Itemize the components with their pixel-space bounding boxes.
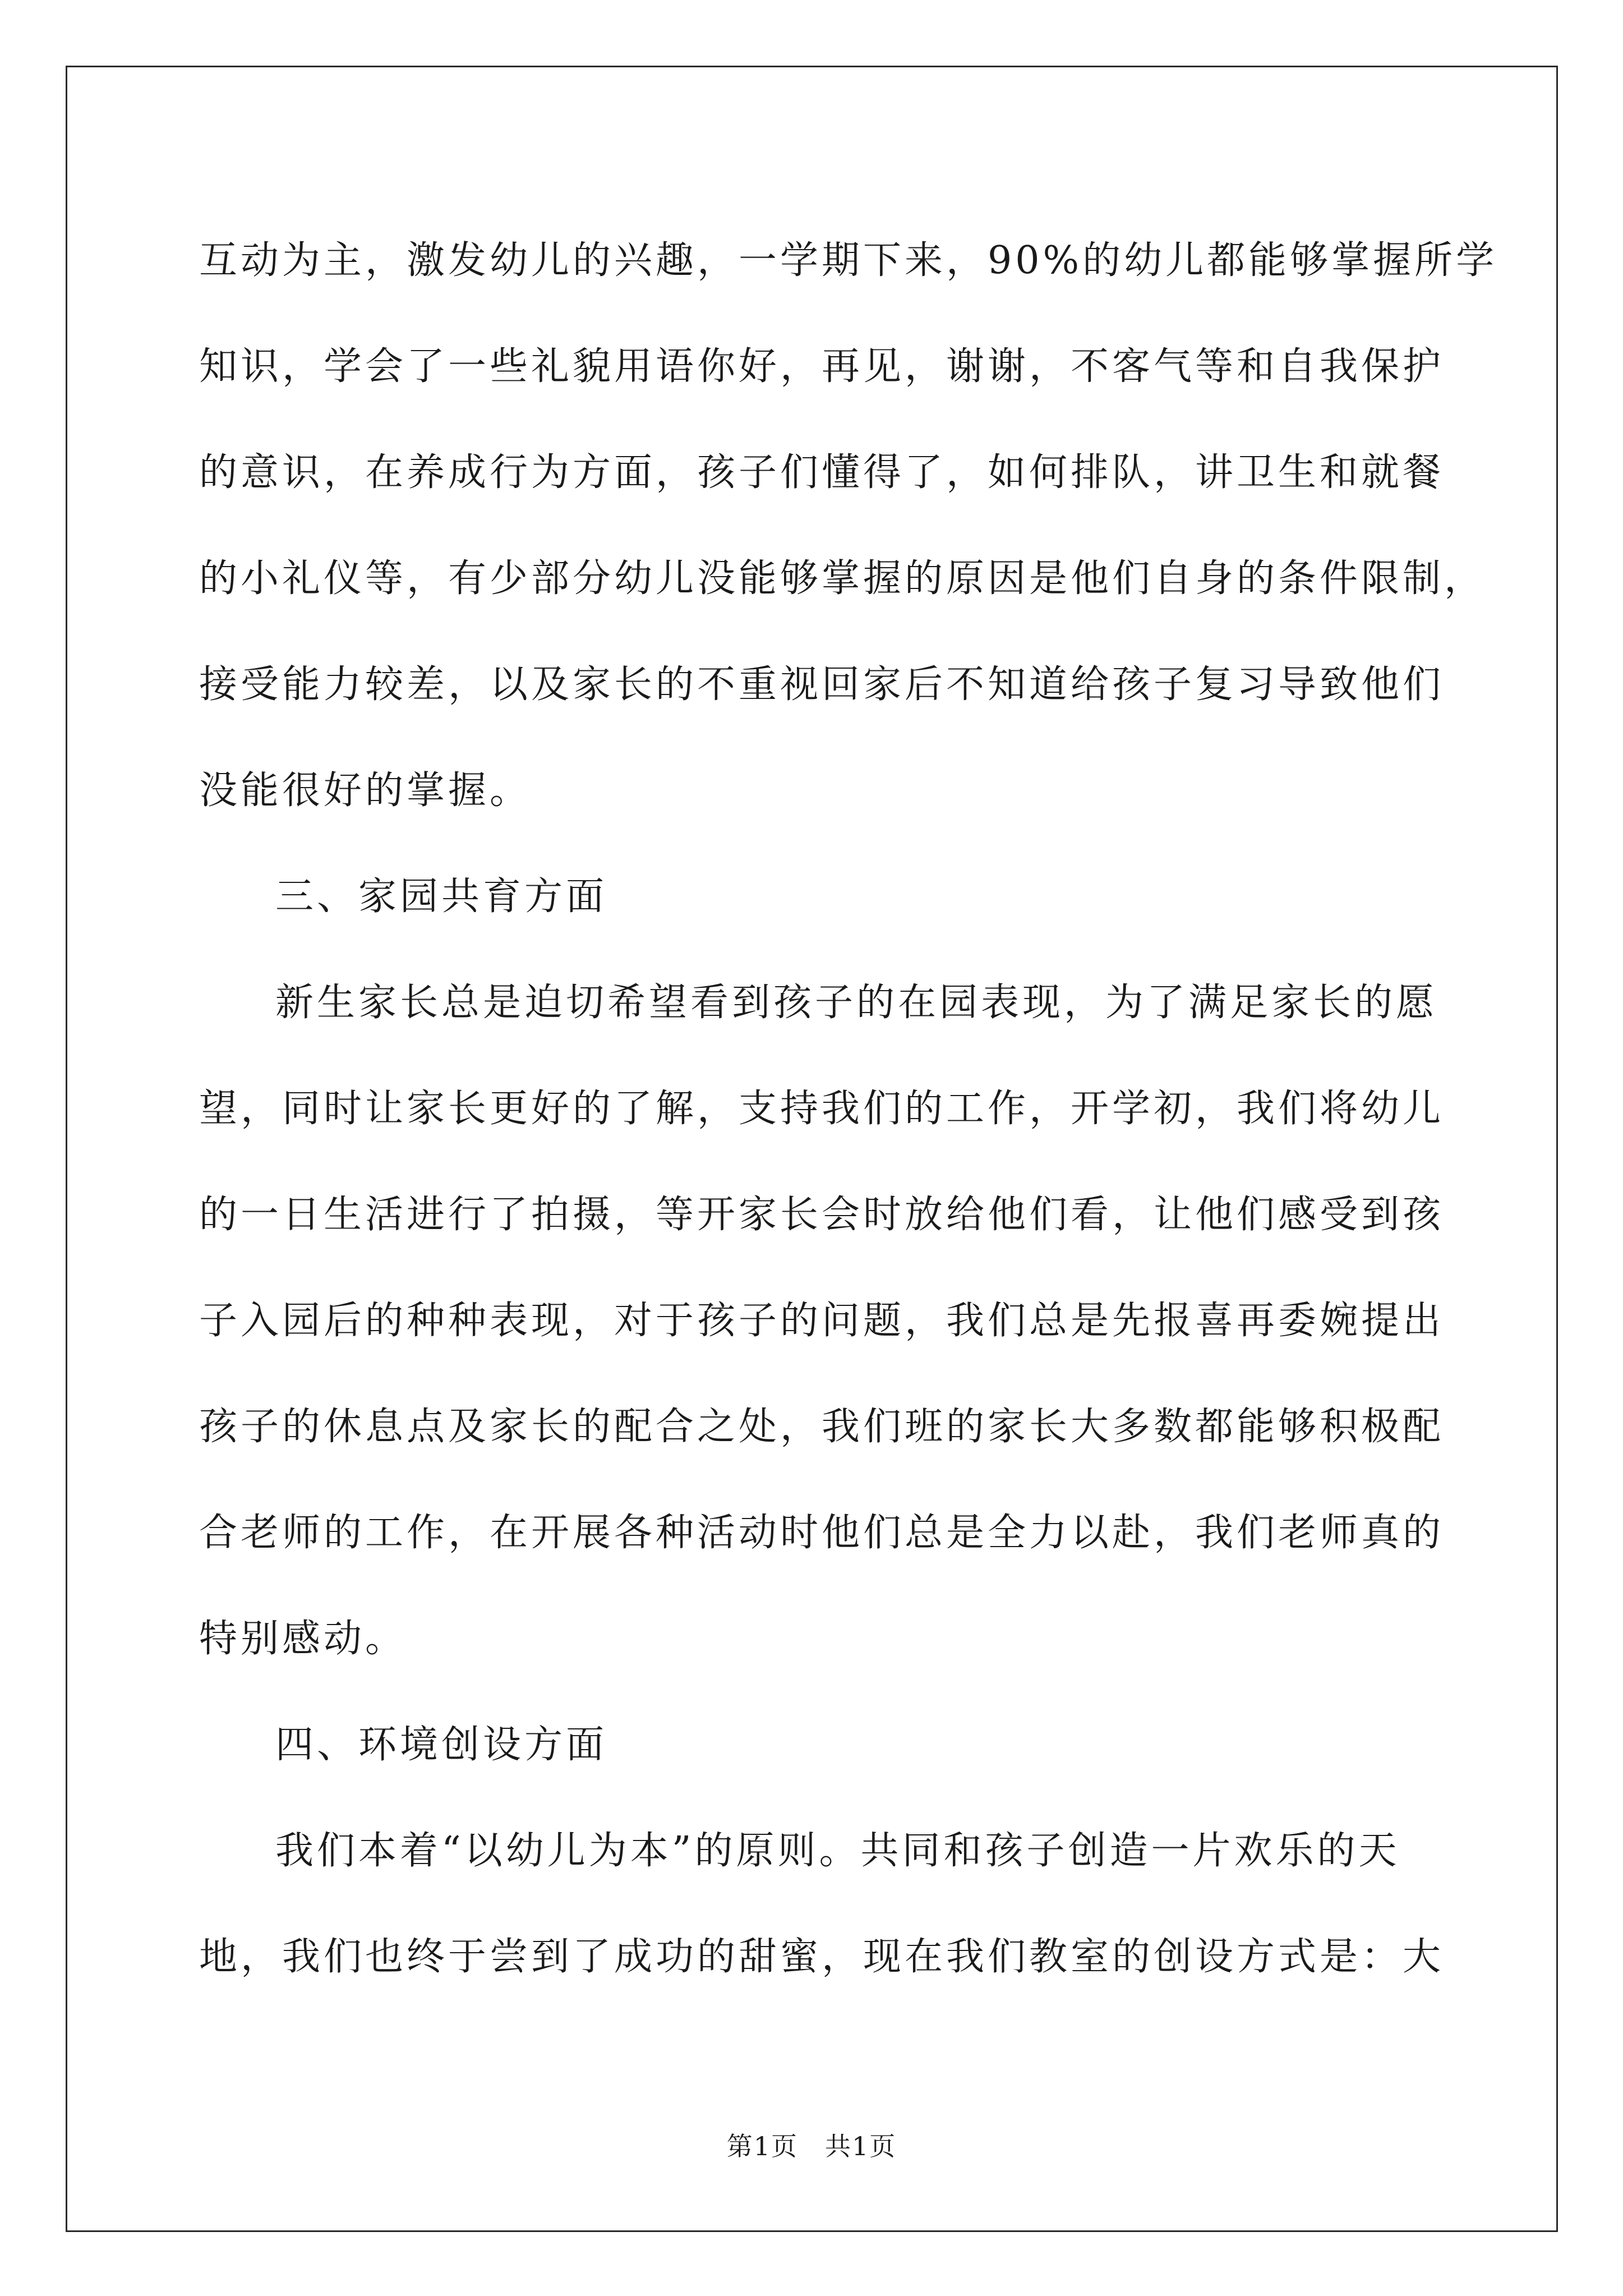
- text-line: 地，我们也终于尝到了成功的甜蜜，现在我们教室的创设方式是：大: [199, 1935, 1445, 1979]
- text-line: 子入园后的种种表现，对于孩子的问题，我们总是先报喜再委婉提出: [199, 1299, 1445, 1343]
- text-line: 我们本着“以幼儿为本”的原则。共同和孩子创造一片欢乐的天: [275, 1829, 1400, 1873]
- section-heading-environment: 四、环境创设方面: [275, 1723, 608, 1767]
- text-line: 互动为主，激发幼儿的兴趣，一学期下来，90%的幼儿都能够掌握所学: [199, 238, 1498, 283]
- text-line: 孩子的休息点及家长的配合之处，我们班的家长大多数都能够积极配: [199, 1405, 1445, 1449]
- text-line: 望，同时让家长更好的了解，支持我们的工作，开学初，我们将幼儿: [199, 1087, 1445, 1131]
- page-number-footer: 第1页 共1页: [726, 2131, 897, 2161]
- text-line: 的小礼仪等，有少部分幼儿没能够掌握的原因是他们自身的条件限制，: [199, 556, 1486, 601]
- text-line: 接受能力较差，以及家长的不重视回家后不知道给孩子复习导致他们: [199, 662, 1445, 707]
- section-heading-home-school: 三、家园共育方面: [275, 875, 608, 919]
- text-line: 新生家长总是迫切希望看到孩子的在园表现，为了满足家长的愿: [275, 981, 1438, 1025]
- document-body: [199, 208, 1498, 2010]
- paragraph-home-school: [199, 950, 1445, 1692]
- text-line: 的一日生活进行了拍摄，等开家长会时放给他们看，让他们感受到孩: [199, 1193, 1445, 1237]
- text-line: 合老师的工作，在开展各种活动时他们总是全力以赴，我们老师真的: [199, 1511, 1445, 1555]
- text-line: 没能很好的掌握。: [199, 769, 532, 813]
- text-line: 的意识，在养成行为方面，孩子们懂得了，如何排队，讲卫生和就餐: [199, 450, 1445, 495]
- paragraph-environment: [199, 1798, 1445, 2010]
- text-line: 知识，学会了一些礼貌用语你好，再见，谢谢，不客气等和自我保护: [199, 344, 1445, 389]
- paragraph-achievements: [199, 208, 1498, 844]
- text-line: 特别感动。: [199, 1617, 407, 1661]
